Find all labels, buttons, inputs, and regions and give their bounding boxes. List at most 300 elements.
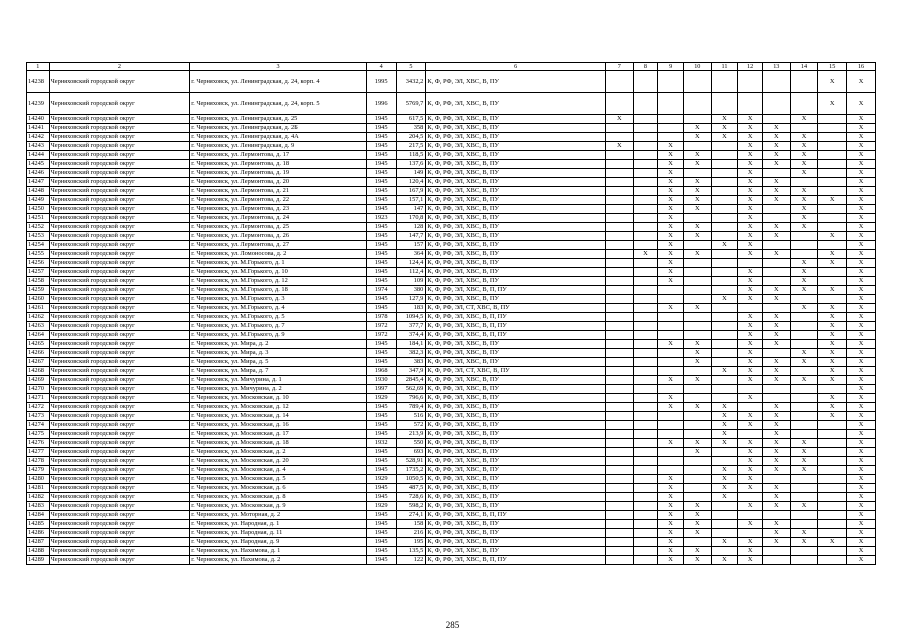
table-cell: [605, 160, 633, 169]
table-cell: X: [818, 196, 847, 205]
table-cell: [633, 214, 658, 223]
table-cell: X: [790, 151, 818, 160]
table-cell: К, Ф, РФ, ЭЛ, ХВС, В, ПУ: [426, 493, 606, 502]
table-cell: X: [790, 205, 818, 214]
table-cell: 1945: [366, 304, 396, 313]
table-cell: г. Черняховск, ул. Мира, д. 2: [190, 340, 367, 349]
table-cell: Черняховский городской округ: [49, 124, 190, 133]
table-cell: 1923: [366, 214, 396, 223]
table-cell: [683, 93, 711, 115]
table-cell: X: [738, 340, 763, 349]
table-cell: 14276: [27, 439, 50, 448]
table-cell: г. Черняховск, ул. Московская, д. 16: [190, 421, 367, 430]
table-cell: К, Ф, РФ, ЭЛ, ХВС, В, ПУ: [426, 439, 606, 448]
table-cell: 157,1: [396, 196, 426, 205]
table-cell: [605, 313, 633, 322]
table-cell: X: [738, 475, 763, 484]
table-cell: X: [762, 439, 790, 448]
table-cell: г. Черняховск, ул. М.Горького, д. 1: [190, 259, 367, 268]
table-row: [27, 295, 876, 304]
table-cell: [605, 286, 633, 295]
table-row: [27, 133, 876, 142]
table-cell: X: [658, 232, 684, 241]
column-header: 11: [711, 63, 738, 71]
table-cell: [605, 268, 633, 277]
table-cell: 14249: [27, 196, 50, 205]
table-cell: [633, 277, 658, 286]
table-row: [27, 493, 876, 502]
table-cell: 728,6: [396, 493, 426, 502]
table-cell: 1974: [366, 286, 396, 295]
table-cell: [683, 475, 711, 484]
table-cell: 364: [396, 250, 426, 259]
table-row: [27, 475, 876, 484]
table-cell: [818, 475, 847, 484]
table-cell: К, Ф, РФ, ЭЛ, ХВС, В, ПУ: [426, 538, 606, 547]
table-cell: [683, 313, 711, 322]
table-cell: [818, 520, 847, 529]
table-cell: [711, 529, 738, 538]
table-row: [27, 376, 876, 385]
table-cell: X: [738, 115, 763, 124]
table-cell: X: [847, 412, 876, 421]
table-cell: X: [818, 340, 847, 349]
table-cell: X: [711, 538, 738, 547]
table-cell: Черняховский городской округ: [49, 71, 190, 93]
table-cell: 14250: [27, 205, 50, 214]
table-cell: [738, 259, 763, 268]
table-cell: 1972: [366, 331, 396, 340]
table-cell: X: [738, 124, 763, 133]
table-cell: X: [738, 142, 763, 151]
table-cell: [738, 430, 763, 439]
table-cell: 14252: [27, 223, 50, 232]
table-cell: X: [658, 529, 684, 538]
table-cell: X: [711, 421, 738, 430]
table-cell: [790, 295, 818, 304]
table-cell: X: [847, 403, 876, 412]
table-cell: 14261: [27, 304, 50, 313]
table-cell: [683, 385, 711, 394]
table-cell: [605, 232, 633, 241]
table-cell: 487,5: [396, 484, 426, 493]
table-cell: X: [738, 448, 763, 457]
table-cell: [762, 241, 790, 250]
column-header: 7: [605, 63, 633, 71]
table-cell: X: [847, 556, 876, 565]
table-cell: X: [738, 196, 763, 205]
table-cell: X: [683, 520, 711, 529]
table-cell: Черняховский городской округ: [49, 133, 190, 142]
table-cell: 1945: [366, 223, 396, 232]
table-cell: [633, 322, 658, 331]
table-cell: X: [711, 133, 738, 142]
table-cell: 158: [396, 520, 426, 529]
table-cell: X: [818, 93, 847, 115]
column-header: 16: [847, 63, 876, 71]
table-cell: X: [762, 133, 790, 142]
table-cell: X: [847, 214, 876, 223]
table-cell: г. Черняховск, ул. Лермонтова, д. 25: [190, 223, 367, 232]
table-cell: [711, 93, 738, 115]
table-cell: [711, 169, 738, 178]
table-cell: [790, 340, 818, 349]
table-cell: 14280: [27, 475, 50, 484]
table-cell: Черняховский городской округ: [49, 232, 190, 241]
table-cell: Черняховский городской округ: [49, 268, 190, 277]
table-cell: Черняховский городской округ: [49, 241, 190, 250]
table-cell: X: [683, 529, 711, 538]
table-cell: 1997: [366, 385, 396, 394]
table-cell: [658, 322, 684, 331]
table-cell: 14283: [27, 502, 50, 511]
table-cell: К, Ф, РФ, ЭЛ, ХВС, В, ПУ: [426, 160, 606, 169]
table-cell: X: [683, 403, 711, 412]
table-cell: [711, 511, 738, 520]
table-cell: X: [847, 268, 876, 277]
column-header: 9: [658, 63, 684, 71]
table-cell: 122: [396, 556, 426, 565]
table-cell: X: [847, 304, 876, 313]
table-cell: [605, 466, 633, 475]
table-cell: [633, 160, 658, 169]
table-cell: X: [762, 340, 790, 349]
table-cell: К, Ф, РФ, ЭЛ, ХВС, В, ПУ: [426, 241, 606, 250]
table-cell: 1945: [366, 169, 396, 178]
table-cell: Черняховский городской округ: [49, 394, 190, 403]
table-cell: [762, 556, 790, 565]
table-cell: X: [658, 160, 684, 169]
table-cell: 5769,7: [396, 93, 426, 115]
table-cell: 14240: [27, 115, 50, 124]
table-cell: X: [762, 160, 790, 169]
table-cell: X: [658, 214, 684, 223]
table-cell: X: [847, 151, 876, 160]
table-cell: X: [738, 457, 763, 466]
table-cell: г. Черняховск, ул. М.Горького, д. 4: [190, 304, 367, 313]
table-cell: X: [658, 502, 684, 511]
table-cell: [818, 241, 847, 250]
table-cell: 358: [396, 124, 426, 133]
table-cell: г. Черняховск, ул. Московская, д. 8: [190, 493, 367, 502]
table-cell: X: [711, 412, 738, 421]
table-cell: [633, 367, 658, 376]
table-cell: [711, 205, 738, 214]
table-cell: X: [790, 169, 818, 178]
table-cell: 14245: [27, 160, 50, 169]
table-cell: X: [711, 556, 738, 565]
table-cell: X: [762, 376, 790, 385]
table-cell: 216: [396, 529, 426, 538]
table-cell: 1945: [366, 160, 396, 169]
table-cell: [605, 295, 633, 304]
table-cell: Черняховский городской округ: [49, 93, 190, 115]
table-cell: г. Черняховск, ул. Лермонтова, д. 20: [190, 178, 367, 187]
table-cell: [683, 241, 711, 250]
table-cell: X: [847, 439, 876, 448]
table-cell: X: [847, 349, 876, 358]
table-cell: Черняховский городской округ: [49, 403, 190, 412]
table-cell: [711, 358, 738, 367]
table-cell: X: [683, 178, 711, 187]
table-cell: X: [762, 142, 790, 151]
table-cell: [683, 115, 711, 124]
table-cell: [605, 169, 633, 178]
table-cell: X: [790, 259, 818, 268]
table-cell: X: [711, 439, 738, 448]
table-cell: 1945: [366, 277, 396, 286]
table-cell: 14256: [27, 259, 50, 268]
table-cell: X: [818, 376, 847, 385]
table-cell: X: [658, 241, 684, 250]
table-cell: [762, 547, 790, 556]
table-cell: К, Ф, РФ, ЭЛ, ХВС, В, ПУ: [426, 421, 606, 430]
table-cell: [762, 475, 790, 484]
table-cell: X: [658, 511, 684, 520]
table-row: [27, 538, 876, 547]
table-cell: г. Черняховск, ул. Лермонтова, д. 18: [190, 160, 367, 169]
table-cell: 184,1: [396, 340, 426, 349]
table-cell: X: [818, 358, 847, 367]
table-cell: X: [738, 241, 763, 250]
table-cell: 135,5: [396, 547, 426, 556]
table-cell: [790, 412, 818, 421]
table-cell: [818, 529, 847, 538]
table-cell: X: [738, 358, 763, 367]
table-cell: X: [658, 556, 684, 565]
table-cell: Черняховский городской округ: [49, 484, 190, 493]
table-cell: X: [738, 520, 763, 529]
table-cell: 109: [396, 277, 426, 286]
table-cell: [605, 484, 633, 493]
table-cell: 598,2: [396, 502, 426, 511]
table-cell: [633, 178, 658, 187]
table-cell: [683, 259, 711, 268]
table-cell: X: [738, 484, 763, 493]
table-cell: 14289: [27, 556, 50, 565]
table-cell: 217,5: [396, 142, 426, 151]
table-cell: [711, 142, 738, 151]
table-cell: г. Черняховск, ул. Московская, д. 18: [190, 439, 367, 448]
table-cell: [762, 268, 790, 277]
table-cell: X: [762, 196, 790, 205]
table-cell: X: [658, 268, 684, 277]
table-cell: 1945: [366, 547, 396, 556]
table-row: [27, 268, 876, 277]
table-cell: [818, 187, 847, 196]
table-cell: X: [658, 439, 684, 448]
table-cell: Черняховский городской округ: [49, 529, 190, 538]
table-cell: X: [683, 223, 711, 232]
table-cell: X: [762, 322, 790, 331]
table-cell: X: [711, 493, 738, 502]
table-cell: X: [790, 448, 818, 457]
table-cell: [711, 232, 738, 241]
table-cell: 1945: [366, 178, 396, 187]
table-cell: 14259: [27, 286, 50, 295]
table-cell: X: [683, 502, 711, 511]
table-cell: X: [738, 295, 763, 304]
table-cell: [738, 71, 763, 93]
table-cell: X: [605, 115, 633, 124]
table-row: [27, 349, 876, 358]
table-cell: X: [683, 556, 711, 565]
table-cell: Черняховский городской округ: [49, 412, 190, 421]
table-cell: К, Ф, РФ, ЭЛ, ХВС, В, П, ПУ: [426, 331, 606, 340]
table-cell: 1932: [366, 439, 396, 448]
table-cell: [658, 115, 684, 124]
table-cell: X: [658, 394, 684, 403]
table-cell: X: [762, 250, 790, 259]
table-cell: [762, 304, 790, 313]
table-cell: X: [790, 349, 818, 358]
table-cell: X: [790, 142, 818, 151]
table-cell: X: [847, 232, 876, 241]
table-cell: X: [683, 376, 711, 385]
table-cell: 1929: [366, 475, 396, 484]
table-cell: [605, 223, 633, 232]
table-cell: [633, 313, 658, 322]
table-cell: К, Ф, РФ, ЭЛ, СТ, ХВС, В, ПУ: [426, 367, 606, 376]
table-cell: 1929: [366, 394, 396, 403]
table-cell: 1945: [366, 187, 396, 196]
table-cell: X: [711, 367, 738, 376]
table-row: [27, 232, 876, 241]
table-cell: [658, 457, 684, 466]
table-cell: 14255: [27, 250, 50, 259]
table-cell: [605, 493, 633, 502]
table-cell: 2845,4: [396, 376, 426, 385]
table-cell: X: [683, 358, 711, 367]
table-cell: X: [762, 331, 790, 340]
table-cell: [790, 520, 818, 529]
table-cell: Черняховский городской округ: [49, 430, 190, 439]
table-cell: г. Черняховск, ул. Ленинградская, д. 24, корп. 5: [190, 93, 367, 115]
table-cell: 14248: [27, 187, 50, 196]
table-cell: [658, 367, 684, 376]
table-cell: [790, 484, 818, 493]
table-cell: [790, 250, 818, 259]
table-cell: К, Ф, РФ, ЭЛ, ХВС, В, ПУ: [426, 250, 606, 259]
table-cell: X: [847, 367, 876, 376]
table-cell: К, Ф, РФ, ЭЛ, ХВС, В, П, ПУ: [426, 322, 606, 331]
table-cell: X: [605, 142, 633, 151]
table-cell: [658, 286, 684, 295]
table-cell: [711, 178, 738, 187]
table-cell: X: [738, 313, 763, 322]
table-cell: [605, 439, 633, 448]
column-header: 15: [818, 63, 847, 71]
table-cell: [790, 475, 818, 484]
column-header: 3: [190, 63, 367, 71]
table-cell: 1945: [366, 538, 396, 547]
table-cell: X: [762, 286, 790, 295]
table-cell: [633, 421, 658, 430]
table-cell: 14286: [27, 529, 50, 538]
table-cell: [605, 421, 633, 430]
table-cell: [633, 304, 658, 313]
table-cell: Черняховский городской округ: [49, 322, 190, 331]
table-cell: X: [762, 466, 790, 475]
table-cell: 562,69: [396, 385, 426, 394]
table-cell: 1945: [366, 403, 396, 412]
table-cell: X: [683, 439, 711, 448]
table-row: [27, 502, 876, 511]
table-cell: [790, 511, 818, 520]
table-cell: Черняховский городской округ: [49, 178, 190, 187]
table-cell: г. Черняховск, ул. Московская, д. 6: [190, 484, 367, 493]
table-cell: 1945: [366, 484, 396, 493]
table-cell: 14268: [27, 367, 50, 376]
table-cell: г. Черняховск, ул. Нахимова, д. 1: [190, 547, 367, 556]
column-header: 1: [27, 63, 50, 71]
table-cell: г. Черняховск, ул. Московская, д. 4: [190, 466, 367, 475]
table-cell: X: [711, 241, 738, 250]
table-cell: X: [658, 475, 684, 484]
table-cell: X: [658, 196, 684, 205]
table-cell: 112,4: [396, 268, 426, 277]
table-cell: [605, 322, 633, 331]
table-cell: 572: [396, 421, 426, 430]
table-cell: К, Ф, РФ, ЭЛ, ХВС, В, П, ПУ: [426, 511, 606, 520]
table-cell: 516: [396, 412, 426, 421]
table-cell: г. Черняховск, ул. Лермонтова, д. 26: [190, 232, 367, 241]
table-cell: [818, 421, 847, 430]
table-cell: X: [738, 205, 763, 214]
table-cell: 14288: [27, 547, 50, 556]
table-cell: [711, 214, 738, 223]
table-cell: [790, 421, 818, 430]
table-row: [27, 520, 876, 529]
table-cell: [658, 466, 684, 475]
table-cell: X: [762, 421, 790, 430]
table-cell: 127,9: [396, 295, 426, 304]
table-cell: 147: [396, 205, 426, 214]
table-cell: К, Ф, РФ, ЭЛ, ХВС, В, ПУ: [426, 196, 606, 205]
table-cell: [762, 93, 790, 115]
table-cell: X: [847, 313, 876, 322]
table-cell: X: [847, 475, 876, 484]
table-cell: X: [847, 205, 876, 214]
table-cell: 14269: [27, 376, 50, 385]
table-cell: X: [738, 169, 763, 178]
table-cell: X: [790, 529, 818, 538]
table-cell: г. Черняховск, ул. Лермонтова, д. 23: [190, 205, 367, 214]
table-row: [27, 205, 876, 214]
table-cell: X: [762, 403, 790, 412]
table-cell: [818, 205, 847, 214]
column-header: 13: [762, 63, 790, 71]
table-cell: [711, 71, 738, 93]
table-cell: 157: [396, 241, 426, 250]
table-cell: [658, 349, 684, 358]
table-cell: X: [762, 223, 790, 232]
table-cell: [711, 250, 738, 259]
table-cell: 693: [396, 448, 426, 457]
table-cell: [711, 349, 738, 358]
table-cell: [633, 232, 658, 241]
table-row: [27, 196, 876, 205]
table-cell: [790, 124, 818, 133]
table-cell: г. Черняховск, ул. Мира, д. 5: [190, 358, 367, 367]
table-cell: [818, 493, 847, 502]
table-cell: [818, 178, 847, 187]
table-cell: 14242: [27, 133, 50, 142]
table-cell: 1945: [366, 124, 396, 133]
table-cell: [711, 160, 738, 169]
table-cell: [762, 511, 790, 520]
table-cell: X: [818, 538, 847, 547]
